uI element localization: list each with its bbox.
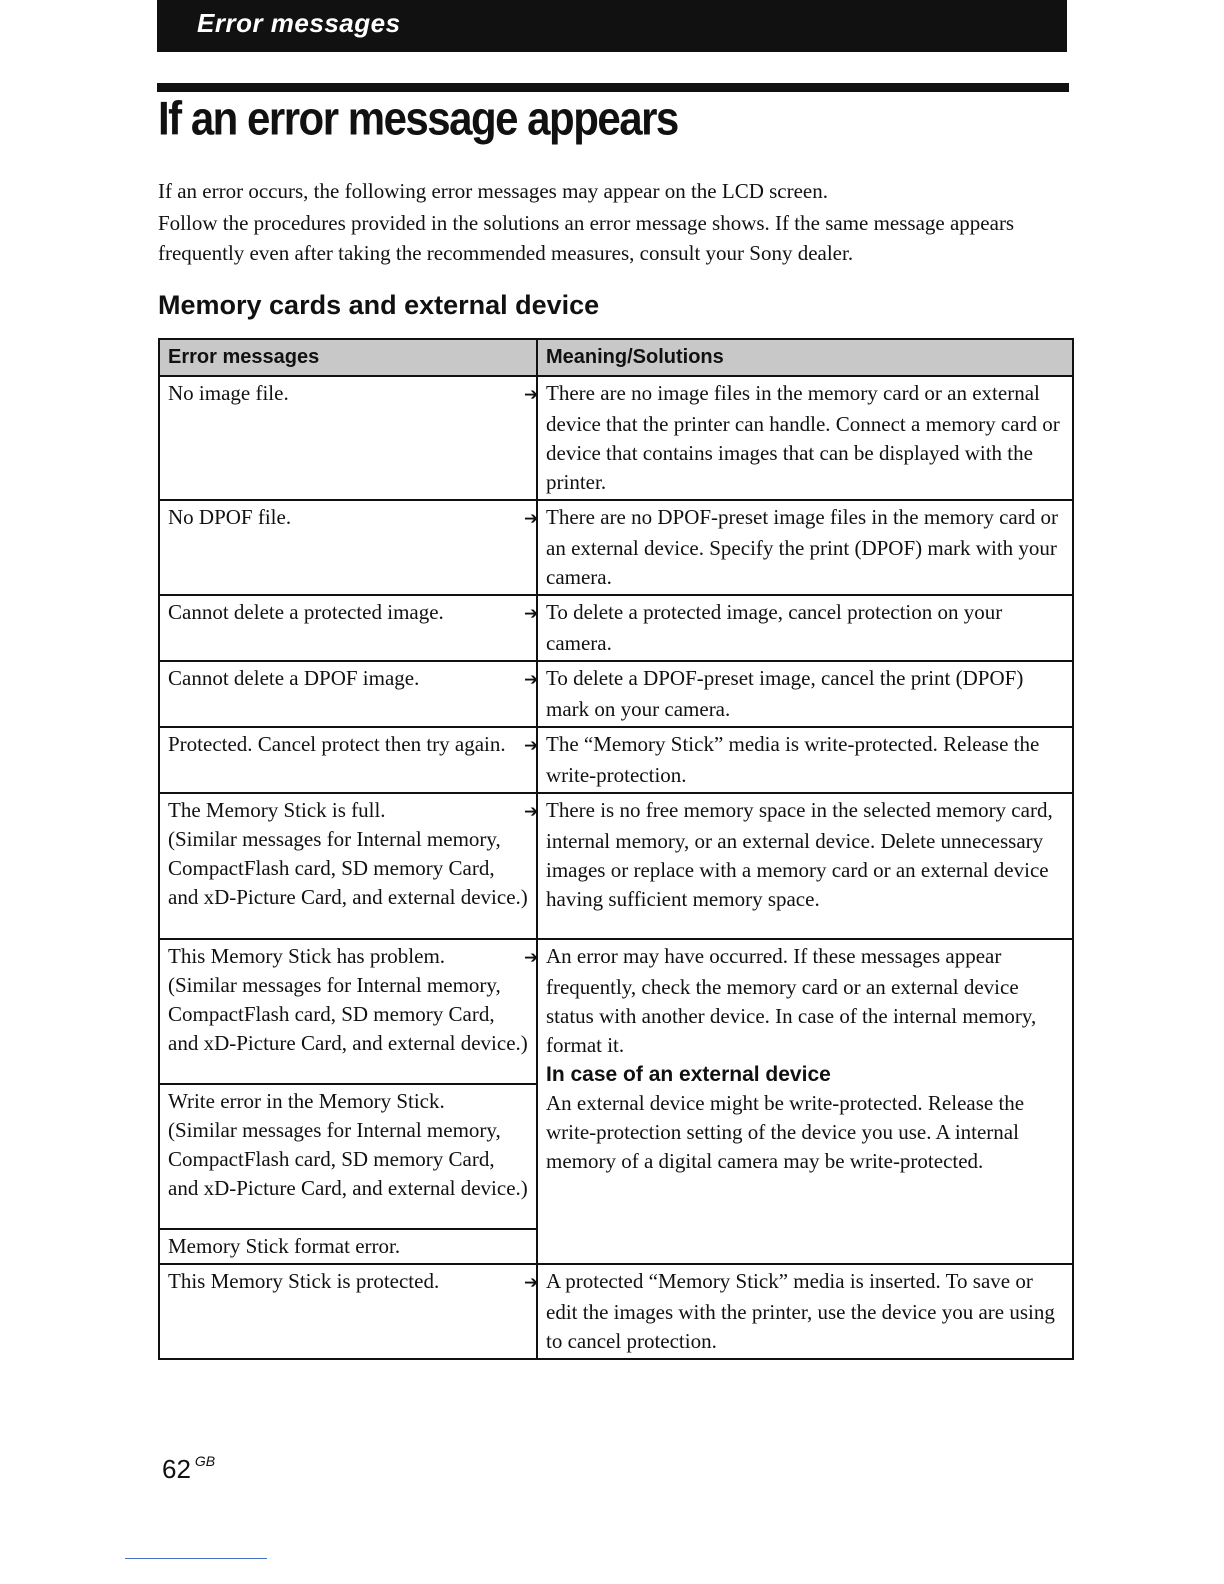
table-row — [159, 727, 1073, 793]
intro-paragraph: If an error occurs, the following error messages may appear on the LCD screen. — [158, 179, 828, 203]
table-row — [159, 376, 1073, 500]
arrow-icon: ➔ — [524, 802, 539, 822]
section-header-bar — [157, 0, 1067, 52]
error-cell: No DPOF file. — [159, 500, 537, 595]
solution-cell: ➔ There is no free memory space in the selected memory card, internal memory, or an external device. Delete unnecessary images or replace with a memory card or an external device having sufficient memory space. — [537, 793, 1073, 939]
solution-cell: ➔ To delete a protected image, cancel protection on your camera. — [537, 595, 1073, 661]
error-cell: Write error in the Memory Stick. (Similar messages for Internal memory, CompactFlash card, SD memory Card, and xD-Picture Card, and external device.) — [159, 1084, 537, 1229]
table-row — [159, 595, 1073, 661]
arrow-icon: ➔ — [524, 948, 539, 968]
footer-line — [125, 1558, 267, 1559]
page-title: If an error message appears — [158, 92, 678, 145]
solution-cell-grouped: ➔ An error may have occurred. If these messages appear frequently, check the memory card or an external device status with another device. In case of the internal memory, format it. In case of an external device An external device might be write-protected. Release the write-protection setting of the device you use. A internal memory of a digital camera may be write-protected. — [537, 939, 1073, 1264]
intro-paragraph: Follow the procedures provided in the solutions an error message shows. If the same message appears frequently even after taking the recommended measures, consult your Sony dealer. — [158, 211, 1015, 265]
subheading-memory-cards: Memory cards and external device — [158, 290, 600, 320]
error-cell: No image file. — [159, 376, 537, 500]
header-error-messages: Error messages — [159, 339, 537, 376]
arrow-icon: ➔ — [524, 670, 539, 690]
table-row — [159, 1264, 1073, 1359]
section-label: Error messages — [197, 8, 401, 38]
language-code: GB — [194, 1453, 216, 1469]
title-rule — [157, 83, 1069, 92]
error-cell: Cannot delete a DPOF image. — [159, 661, 537, 727]
arrow-icon: ➔ — [524, 385, 539, 405]
table-row — [159, 793, 1073, 939]
error-cell: Cannot delete a protected image. — [159, 595, 537, 661]
solution-cell: ➔ There are no DPOF-preset image files in the memory card or an external device. Specify the print (DPOF) mark with your camera. — [537, 500, 1073, 595]
error-cell: This Memory Stick has problem. (Similar messages for Internal memory, CompactFlash card, SD memory Card, and xD-Picture Card, and external device.) — [159, 939, 537, 1084]
table-row — [159, 939, 1073, 1084]
error-cell: Memory Stick format error. — [159, 1229, 537, 1264]
solution-cell: ➔ There are no image files in the memory card or an external device that the printer can handle. Connect a memory card or device that contains images that can be displayed with the printer. — [537, 376, 1073, 500]
error-cell: This Memory Stick is protected. — [159, 1264, 537, 1359]
solution-cell: ➔ A protected “Memory Stick” media is inserted. To save or edit the images with the printer, use the device you are using to cancel protection. — [537, 1264, 1073, 1359]
error-cell: Protected. Cancel protect then try again. — [159, 727, 537, 793]
arrow-icon: ➔ — [524, 736, 539, 756]
page-number: 62 $^{GB}$ — [162, 1453, 216, 1484]
solution-cell: ➔ The “Memory Stick” media is write-protected. Release the write-protection. — [537, 727, 1073, 793]
solution-cell: ➔ To delete a DPOF-preset image, cancel the print (DPOF) mark on your camera. — [537, 661, 1073, 727]
table-row — [159, 661, 1073, 727]
error-cell: The Memory Stick is full. (Similar messages for Internal memory, CompactFlash card, SD memory Card, and xD-Picture Card, and external device.) — [159, 793, 537, 939]
arrow-icon: ➔ — [524, 604, 539, 624]
intro-text — [158, 176, 1058, 270]
table-header-row — [159, 339, 1073, 376]
header-meaning-solutions: Meaning/Solutions — [537, 339, 1073, 376]
arrow-icon: ➔ — [524, 509, 539, 529]
error-table — [158, 338, 1074, 1360]
table-row — [159, 500, 1073, 595]
external-device-text: An external device might be write-protected. Release the write-protection setting of the device you use. A internal memory of a digital camera may be write-protected. — [546, 1091, 1025, 1173]
arrow-icon: ➔ — [524, 1273, 539, 1293]
external-device-heading: In case of an external device — [546, 1063, 831, 1086]
